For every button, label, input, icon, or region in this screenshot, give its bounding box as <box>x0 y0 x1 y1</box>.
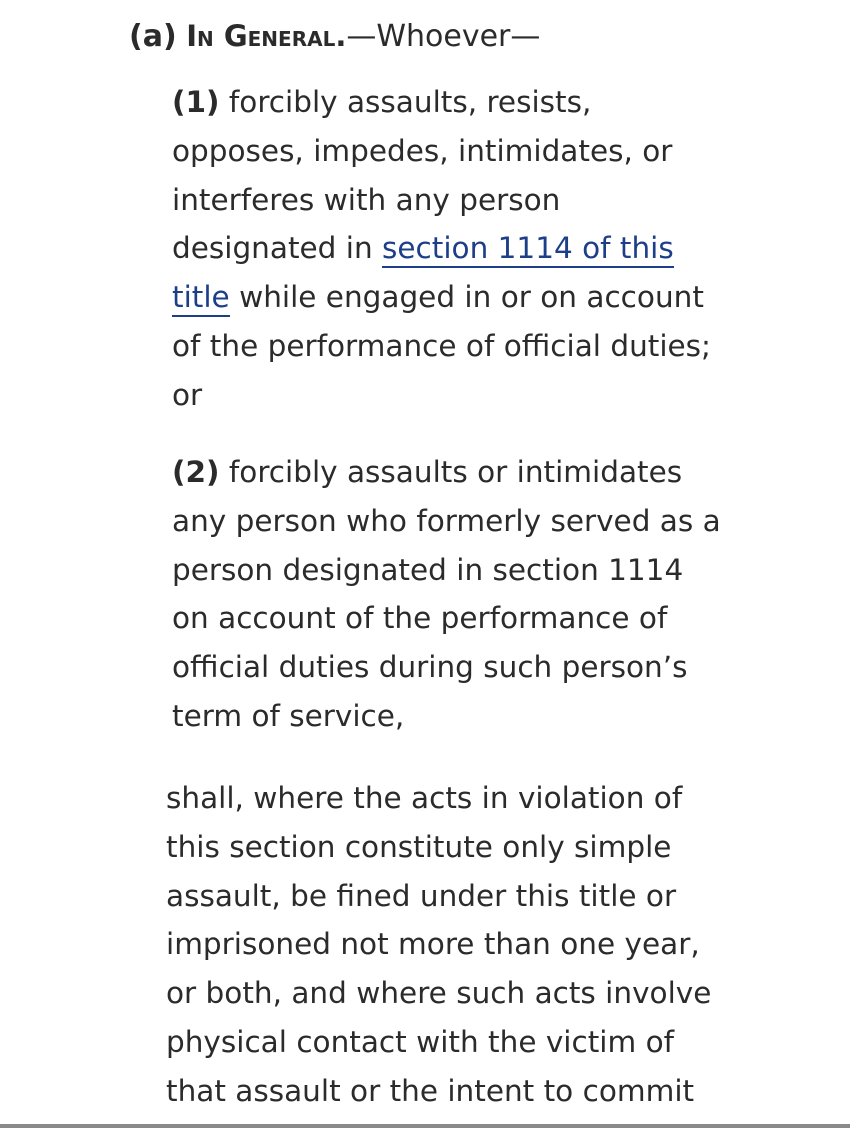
paragraph-line: of the performance of official duties; <box>172 328 711 363</box>
paragraph-text: forcibly assaults or intimidates <box>228 455 683 489</box>
paragraph-line <box>172 224 772 273</box>
paragraph-line: or <box>172 377 203 412</box>
paragraph-text: forcibly assaults, resists, <box>228 85 592 119</box>
cut-off-text-edge <box>0 1124 850 1128</box>
paragraph-line <box>172 273 772 322</box>
closing-clause <box>166 774 766 1116</box>
paragraph-line: physical contact with the victim of <box>166 1024 675 1059</box>
paragraph-1 <box>172 78 772 420</box>
subsection-marker: (a) <box>129 19 177 54</box>
paragraph-line: imprisoned not more than one year, <box>166 927 700 962</box>
paragraph-line: or both, and where such acts involve <box>166 976 712 1011</box>
paragraph-line: this section constitute only simple <box>166 829 672 864</box>
section-1114-link[interactable]: section 1114 of this <box>382 231 674 268</box>
paragraph-line: shall, where the acts in violation of <box>166 781 683 815</box>
paragraph-2 <box>172 448 772 741</box>
paragraph-number: (1) <box>172 85 220 119</box>
paragraph-line: person designated in section 1114 <box>172 552 684 587</box>
paragraph-line: any person who formerly served as a <box>172 503 721 538</box>
paragraph-line: official duties during such person’s <box>172 650 688 685</box>
paragraph-line: term of service, <box>172 698 405 733</box>
paragraph-text: designated in <box>172 231 383 266</box>
section-1114-link-continued[interactable]: title <box>172 280 230 317</box>
paragraph-line <box>172 78 772 127</box>
paragraph-number: (2) <box>172 455 220 489</box>
paragraph-line: opposes, impedes, intimidates, or <box>172 133 673 168</box>
paragraph-line <box>172 448 772 497</box>
paragraph-line: interferes with any person <box>172 182 561 217</box>
subsection-heading <box>129 14 540 59</box>
subsection-lead-in: —Whoever— <box>346 19 541 54</box>
paragraph-line: on account of the performance of <box>172 601 668 636</box>
subsection-caption: In General. <box>186 19 347 53</box>
paragraph-text: while engaged in or on account <box>229 280 704 315</box>
paragraph-line: that assault or the intent to commit <box>166 1073 695 1108</box>
paragraph-line: assault, be fined under this title or <box>166 878 677 913</box>
